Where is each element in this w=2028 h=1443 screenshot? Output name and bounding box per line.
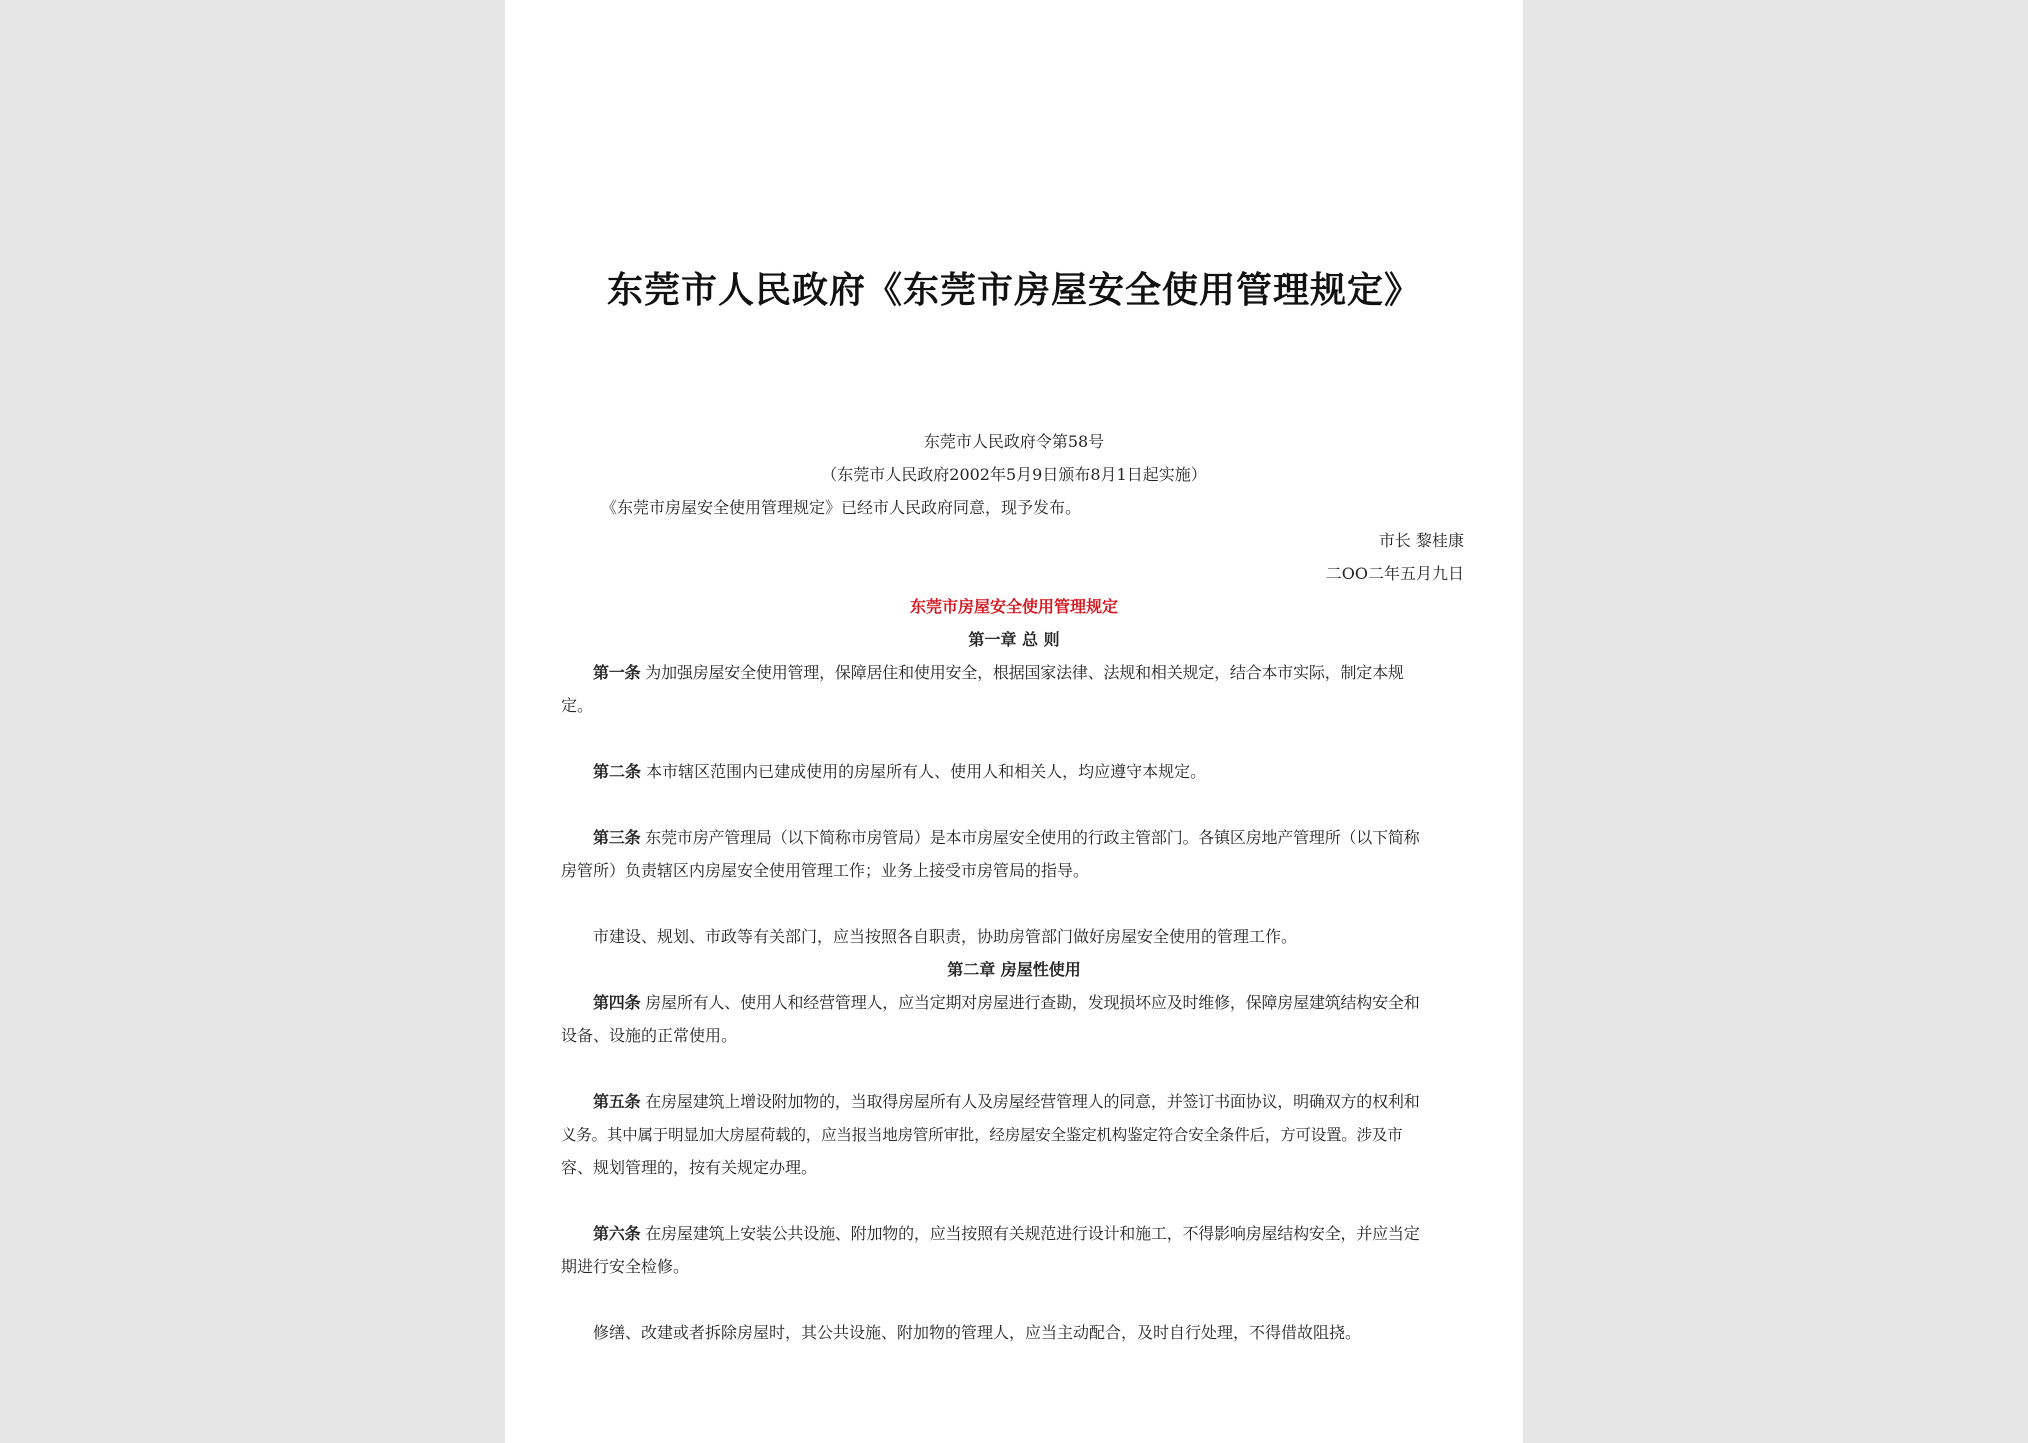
regulation-title: 东莞市房屋安全使用管理规定 bbox=[909, 597, 1118, 616]
signature: 市长 黎桂康 bbox=[1378, 531, 1464, 550]
document-title: 东莞市人民政府《东莞市房屋安全使用管理规定》 bbox=[606, 269, 1421, 311]
article-4-label: 第四条 bbox=[593, 993, 641, 1012]
promulgation-note: （东莞市人民政府2002年5月9日颁布8月1日起实施） bbox=[821, 465, 1207, 484]
article-4-line-1: 第四条 房屋所有人、使用人和经营管理人，应当定期对房屋进行查勘，发现损坏应及时维修，保障房屋建筑结构安全和 bbox=[593, 993, 1420, 1012]
article-6-paragraph-2: 修缮、改建或者拆除房屋时，其公共设施、附加物的管理人，应当主动配合，及时自行处理，不得借故阻挠。 bbox=[593, 1323, 1362, 1342]
article-1-line-1: 第一条 为加强房屋安全使用管理，保障居住和使用安全，根据国家法律、法规和相关规定，结合本市实际，制定本规 bbox=[593, 663, 1404, 682]
article-1-line-2: 定。 bbox=[561, 696, 594, 715]
article-3-paragraph-2: 市建设、规划、市政等有关部门，应当按照各自职责，协助房管部门做好房屋安全使用的管理工作。 bbox=[593, 927, 1298, 946]
article-5-line-1: 第五条 在房屋建筑上增设附加物的，当取得房屋所有人及房屋经营管理人的同意，并签订书面协议，明确双方的权利和 bbox=[593, 1092, 1420, 1111]
article-3-label: 第三条 bbox=[593, 828, 641, 847]
article-2-line-1: 第二条 本市辖区范围内已建成使用的房屋所有人、使用人和相关人，均应遵守本规定。 bbox=[593, 762, 1207, 781]
article-6-line-2: 期进行安全检修。 bbox=[561, 1257, 690, 1276]
article-5-line-3: 容、规划管理的，按有关规定办理。 bbox=[561, 1158, 818, 1177]
article-3-line-1: 第三条 东莞市房产管理局（以下简称市房管局）是本市房屋安全使用的行政主管部门。各镇区房地产管理所（以下简称 bbox=[593, 828, 1420, 847]
article-6-label: 第六条 bbox=[593, 1224, 641, 1243]
chapter-2-heading: 第二章 房屋性使用 bbox=[947, 960, 1081, 979]
article-5-line-2: 义务。其中属于明显加大房屋荷载的，应当报当地房管所审批，经房屋安全鉴定机构鉴定符合安全条件后，方可设置。涉及市 bbox=[561, 1126, 1403, 1144]
article-4-line-2: 设备、设施的正常使用。 bbox=[561, 1026, 738, 1045]
article-5-label: 第五条 bbox=[593, 1092, 641, 1111]
intro-text: 《东莞市房屋安全使用管理规定》已经市人民政府同意，现予发布。 bbox=[601, 498, 1082, 517]
article-3-line-2: 房管所）负责辖区内房屋安全使用管理工作；业务上接受市房管局的指导。 bbox=[561, 861, 1090, 880]
article-1-label: 第一条 bbox=[593, 663, 641, 682]
chapter-1-heading: 第一章 总 则 bbox=[968, 630, 1060, 649]
article-2-label: 第二条 bbox=[593, 762, 642, 781]
order-number: 东莞市人民政府令第58号 bbox=[923, 432, 1105, 451]
article-6-line-1: 第六条 在房屋建筑上安装公共设施、附加物的，应当按照有关规范进行设计和施工，不得影响房屋结构安全，并应当定 bbox=[593, 1224, 1420, 1243]
issue-date: 二OO二年五月九日 bbox=[1325, 564, 1464, 583]
document-page bbox=[505, 0, 1523, 1443]
